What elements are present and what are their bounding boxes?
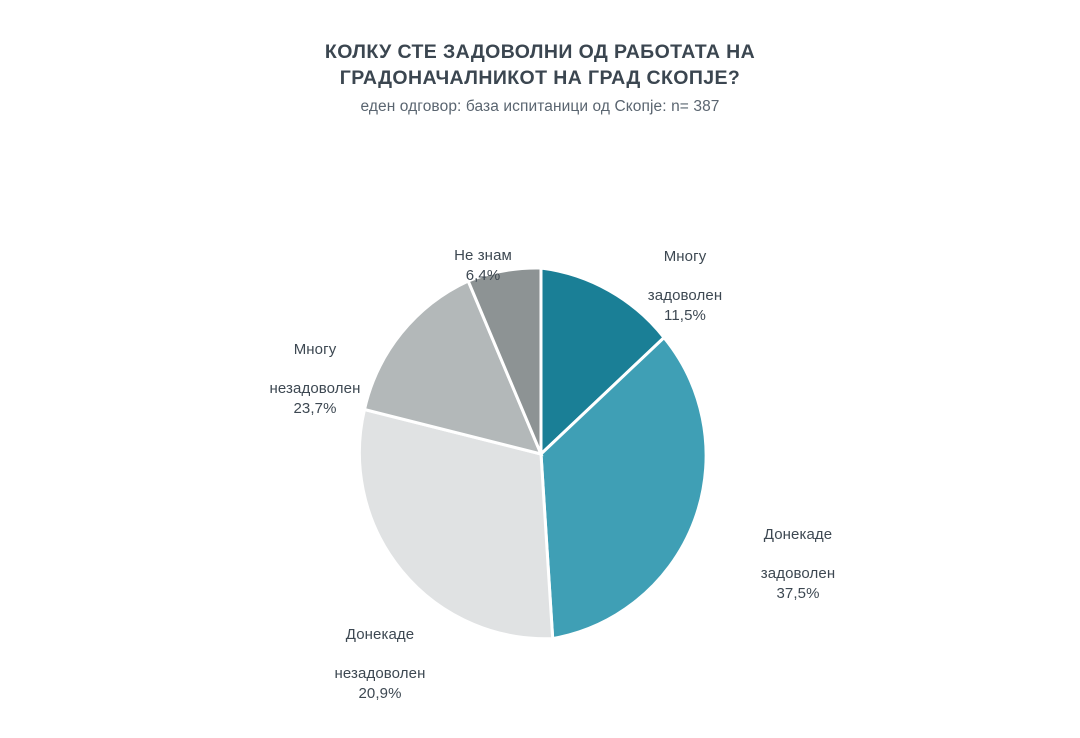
slice-label-donekade-zadovolen-line-2: задоволен — [760, 565, 836, 583]
slice-label-donekade-zadovolen-value: 37,5% — [776, 585, 820, 603]
chart-header — [0, 40, 1080, 116]
slice-label-ne-znam-value: 6,4% — [465, 266, 501, 284]
slice-label-mnogu-nezadovolen-value: 23,7% — [293, 400, 337, 418]
slice-label-mnogu-nezadovolen-line-1: Многу — [293, 340, 337, 358]
slice-label-donekade-nezadovolen — [290, 605, 470, 724]
slice-label-mnogu-nezadovolen-line-2: незадоволен — [269, 380, 361, 398]
slice-label-mnogu-zadovolen-line-2: задоволен — [647, 287, 723, 305]
slice-label-ne-znam — [403, 226, 563, 305]
slice-label-donekade-zadovolen-line-1: Донекаде — [763, 525, 833, 543]
slice-label-donekade-nezadovolen-value: 20,9% — [358, 685, 402, 703]
slice-label-donekade-nezadovolen-line-2: незадоволен — [334, 665, 426, 683]
slice-label-mnogu-zadovolen-value: 11,5% — [664, 307, 706, 325]
slice-label-mnogu-nezadovolen — [230, 320, 400, 439]
chart-subtitle: еден одговор: база испитаници од Скопје: n= 387 — [360, 98, 720, 116]
slice-label-mnogu-zadovolen — [600, 227, 770, 346]
chart-title — [230, 40, 850, 91]
slice-label-donekade-zadovolen — [708, 505, 888, 624]
chart-title-line-1: КОЛКУ СТЕ ЗАДОВОЛНИ ОД РАБОТАТА НА — [324, 41, 756, 63]
slice-label-mnogu-zadovolen-line-1: Многу — [663, 247, 707, 265]
chart-title-line-2: ГРАДОНАЧАЛНИКОТ НА ГРАД СКОПЈЕ? — [339, 66, 741, 89]
slice-label-donekade-nezadovolen-line-1: Донекаде — [345, 625, 415, 643]
slice-label-ne-znam-name: Не знам — [454, 246, 512, 264]
